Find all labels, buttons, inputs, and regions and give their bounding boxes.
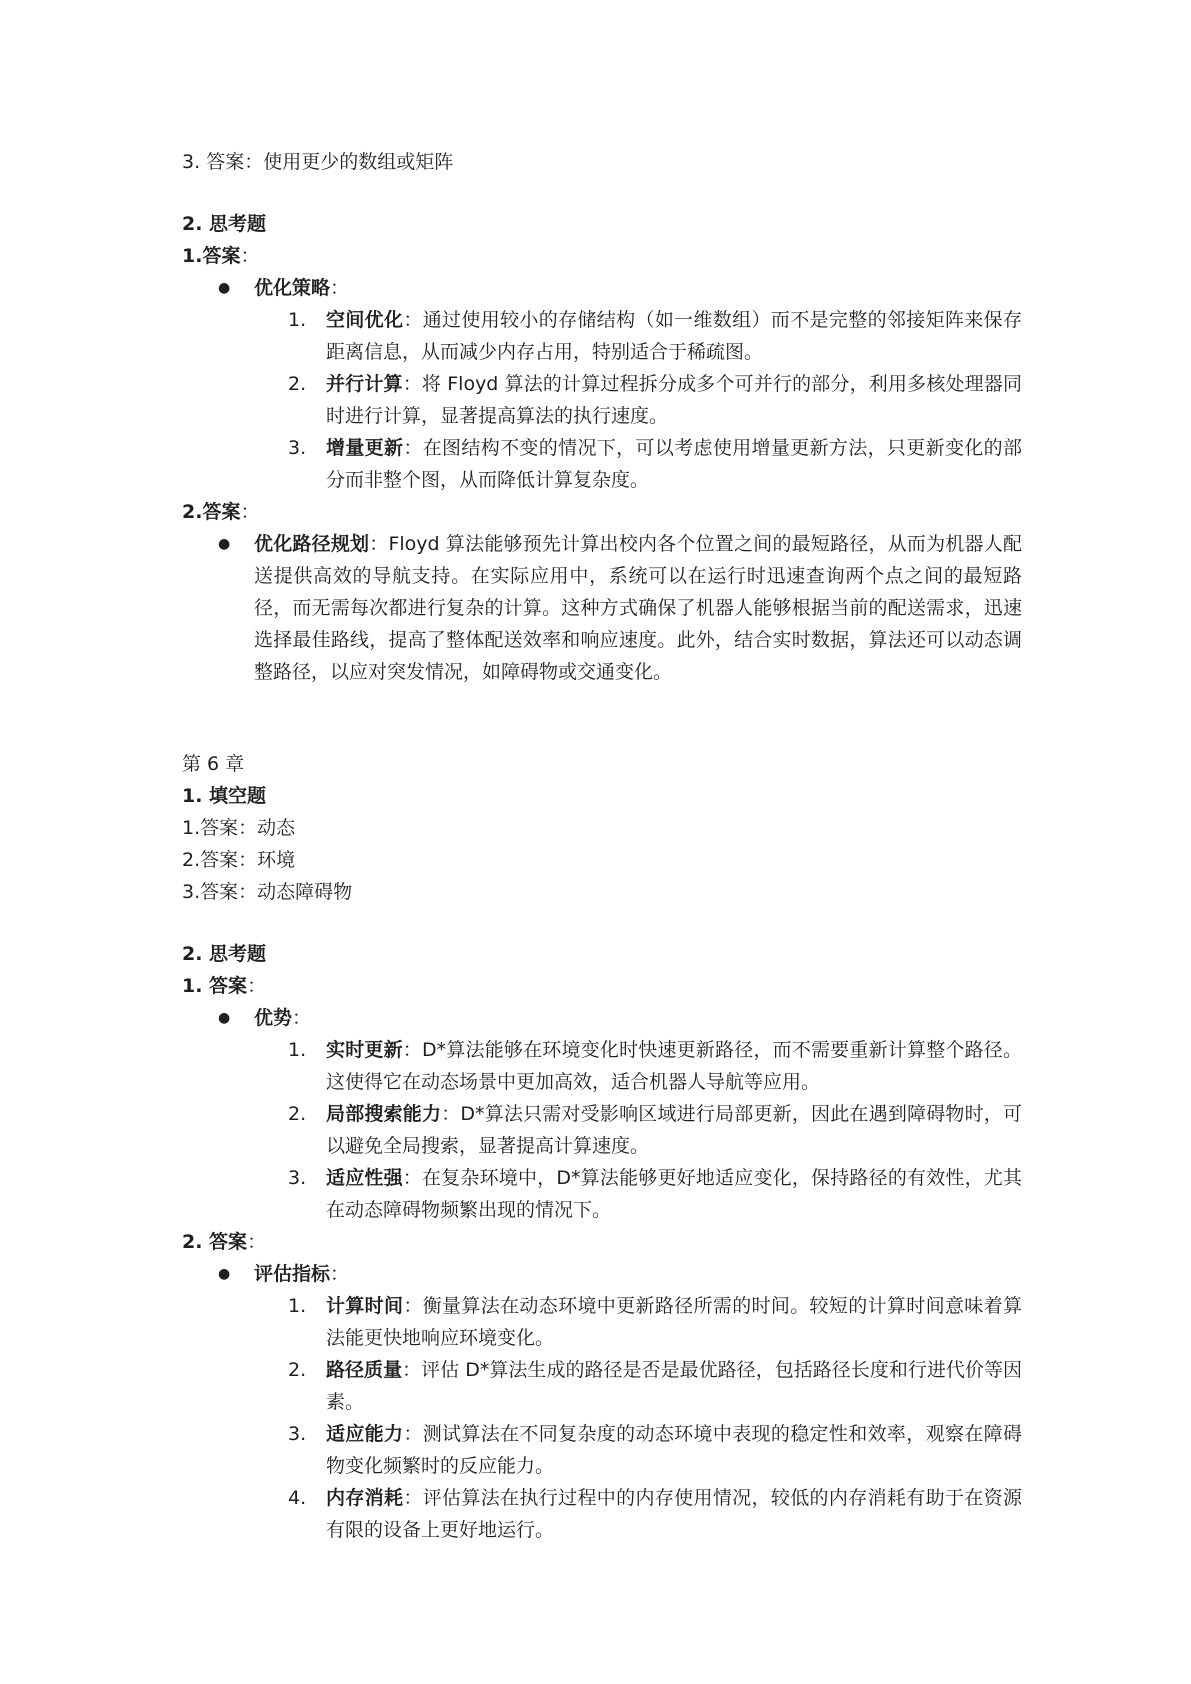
- list-number: 1.: [288, 1295, 307, 1317]
- list-text: ：测试算法在不同复杂度的动态环境中表现的稳定性和效率，观察在障碍物变化频繁时的反应能力。: [326, 1423, 1022, 1477]
- numbered-list: [182, 1034, 1022, 1226]
- bullet-item: [182, 272, 1022, 304]
- section-heading: 1. 填空题: [182, 785, 267, 807]
- list-text: ：D*算法能够在环境变化时快速更新路径，而不需要重新计算整个路径。这使得它在动态场景中更加高效，适合机器人导航等应用。: [326, 1039, 1022, 1093]
- bullet-item: [182, 1002, 1022, 1034]
- bullet-title: 评估指标: [254, 1263, 331, 1285]
- bullet-item: [182, 1258, 1022, 1290]
- list-number: 4.: [288, 1487, 307, 1509]
- answer-label-text: 1. 答案: [182, 975, 248, 997]
- answer-label-text: 1.答案: [182, 245, 241, 267]
- answer-label: [182, 240, 1022, 272]
- list-number: 3.: [288, 1167, 307, 1189]
- bullet-icon: ●: [218, 1010, 231, 1026]
- list-item: [182, 1290, 1022, 1354]
- list-term: 内存消耗: [326, 1487, 404, 1509]
- list-term: 空间优化: [326, 309, 404, 331]
- fill-answer: 2.答案：环境: [182, 849, 296, 871]
- list-term: 实时更新: [326, 1039, 403, 1061]
- list-text: ：在图结构不变的情况下，可以考虑使用增量更新方法，只更新变化的部分而非整个图，从而降低计算复杂度。: [326, 437, 1022, 491]
- list-term: 增量更新: [326, 437, 404, 459]
- answer-label-colon: ：: [240, 501, 260, 523]
- list-number: 3.: [288, 437, 307, 459]
- bullet-title: 优势: [254, 1007, 293, 1029]
- list-term: 路径质量: [326, 1359, 403, 1381]
- bullet-title: 优化策略: [254, 277, 331, 299]
- list-number: 1.: [288, 309, 307, 331]
- list-text: ：D*算法只需对受影响区域进行局部更新，因此在遇到障碍物时，可以避免全局搜索，显著提高计算速度。: [326, 1103, 1022, 1157]
- answer-label: [182, 496, 1022, 528]
- answer-label-text: 2. 答案: [182, 1231, 248, 1253]
- chapter-title: 第 6 章: [182, 753, 245, 775]
- list-term: 计算时间: [326, 1295, 404, 1317]
- answer-line: [182, 146, 1022, 178]
- numbered-list: [182, 1290, 1022, 1546]
- list-item: [182, 432, 1022, 496]
- bullet-item: [182, 528, 1022, 688]
- section-heading: 2. 思考题: [182, 943, 267, 965]
- list-item: [182, 1034, 1022, 1098]
- list-item: [182, 1162, 1022, 1226]
- answer-label-colon: ：: [247, 1231, 267, 1253]
- answer-label: [182, 1226, 1022, 1258]
- list-item: [182, 368, 1022, 432]
- list-number: 1.: [288, 1039, 307, 1061]
- fill-answer: 1.答案：动态: [182, 817, 296, 839]
- list-item: [182, 1418, 1022, 1482]
- list-text: ：评估算法在执行过程中的内存使用情况，较低的内存消耗有助于在资源有限的设备上更好地运行。: [326, 1487, 1022, 1541]
- list-item: [182, 1354, 1022, 1418]
- answer-number: 3.: [182, 151, 201, 173]
- list-number: 2.: [288, 1103, 307, 1125]
- bullet-icon: ●: [218, 280, 231, 296]
- answer-label: [182, 970, 1022, 1002]
- answer-label-colon: ：: [240, 245, 260, 267]
- list-item: [182, 1482, 1022, 1546]
- bullet-colon: ：: [292, 1007, 312, 1029]
- section-heading: 2. 思考题: [182, 213, 267, 235]
- list-text: ：在复杂环境中，D*算法能够更好地适应变化，保持路径的有效性，尤其在动态障碍物频繁出现的情况下。: [326, 1167, 1022, 1221]
- list-text: ：评估 D*算法生成的路径是否是最优路径，包括路径长度和行进代价等因素。: [326, 1359, 1022, 1413]
- bullet-title: 优化路径规划: [254, 533, 370, 555]
- numbered-list: [182, 304, 1022, 496]
- document-content: [182, 146, 1022, 1546]
- answer-text: 答案：使用更少的数组或矩阵: [206, 151, 454, 173]
- bullet-text: ：Floyd 算法能够预先计算出校内各个位置之间的最短路径，从而为机器人配送提供高效的导航支持。在实际应用中，系统可以在运行时迅速查询两个点之间的最短路径，而无需每次都进行复杂的计算。这种方式确保了机器人能够根据当前的配送需求，迅速选择最佳路线，提高了整体配送效率和响应速度。此外，结合实时数据，算法还可以动态调整路径，以应对突发情况，如障碍物或交通变化。: [254, 533, 1022, 683]
- list-number: 2.: [288, 373, 307, 395]
- list-number: 2.: [288, 1359, 307, 1381]
- bullet-colon: ：: [330, 277, 350, 299]
- list-number: 3.: [288, 1423, 307, 1445]
- list-item: [182, 304, 1022, 368]
- list-text: ：衡量算法在动态环境中更新路径所需的时间。较短的计算时间意味着算法能更快地响应环境变化。: [326, 1295, 1022, 1349]
- fill-answer: 3.答案：动态障碍物: [182, 881, 353, 903]
- answer-label-colon: ：: [247, 975, 267, 997]
- list-text: ：通过使用较小的存储结构（如一维数组）而不是完整的邻接矩阵来保存距离信息，从而减少内存占用，特别适合于稀疏图。: [326, 309, 1022, 363]
- bullet-colon: ：: [330, 1263, 350, 1285]
- list-term: 适应性强: [326, 1167, 403, 1189]
- bullet-icon: ●: [218, 1266, 231, 1282]
- list-term: 并行计算: [326, 373, 403, 395]
- list-term: 适应能力: [326, 1423, 404, 1445]
- list-text: ：将 Floyd 算法的计算过程拆分成多个可并行的部分，利用多核处理器同时进行计算，显著提高算法的执行速度。: [326, 373, 1022, 427]
- answer-label-text: 2.答案: [182, 501, 241, 523]
- bullet-icon: ●: [218, 536, 231, 552]
- list-term: 局部搜索能力: [326, 1103, 442, 1125]
- list-item: [182, 1098, 1022, 1162]
